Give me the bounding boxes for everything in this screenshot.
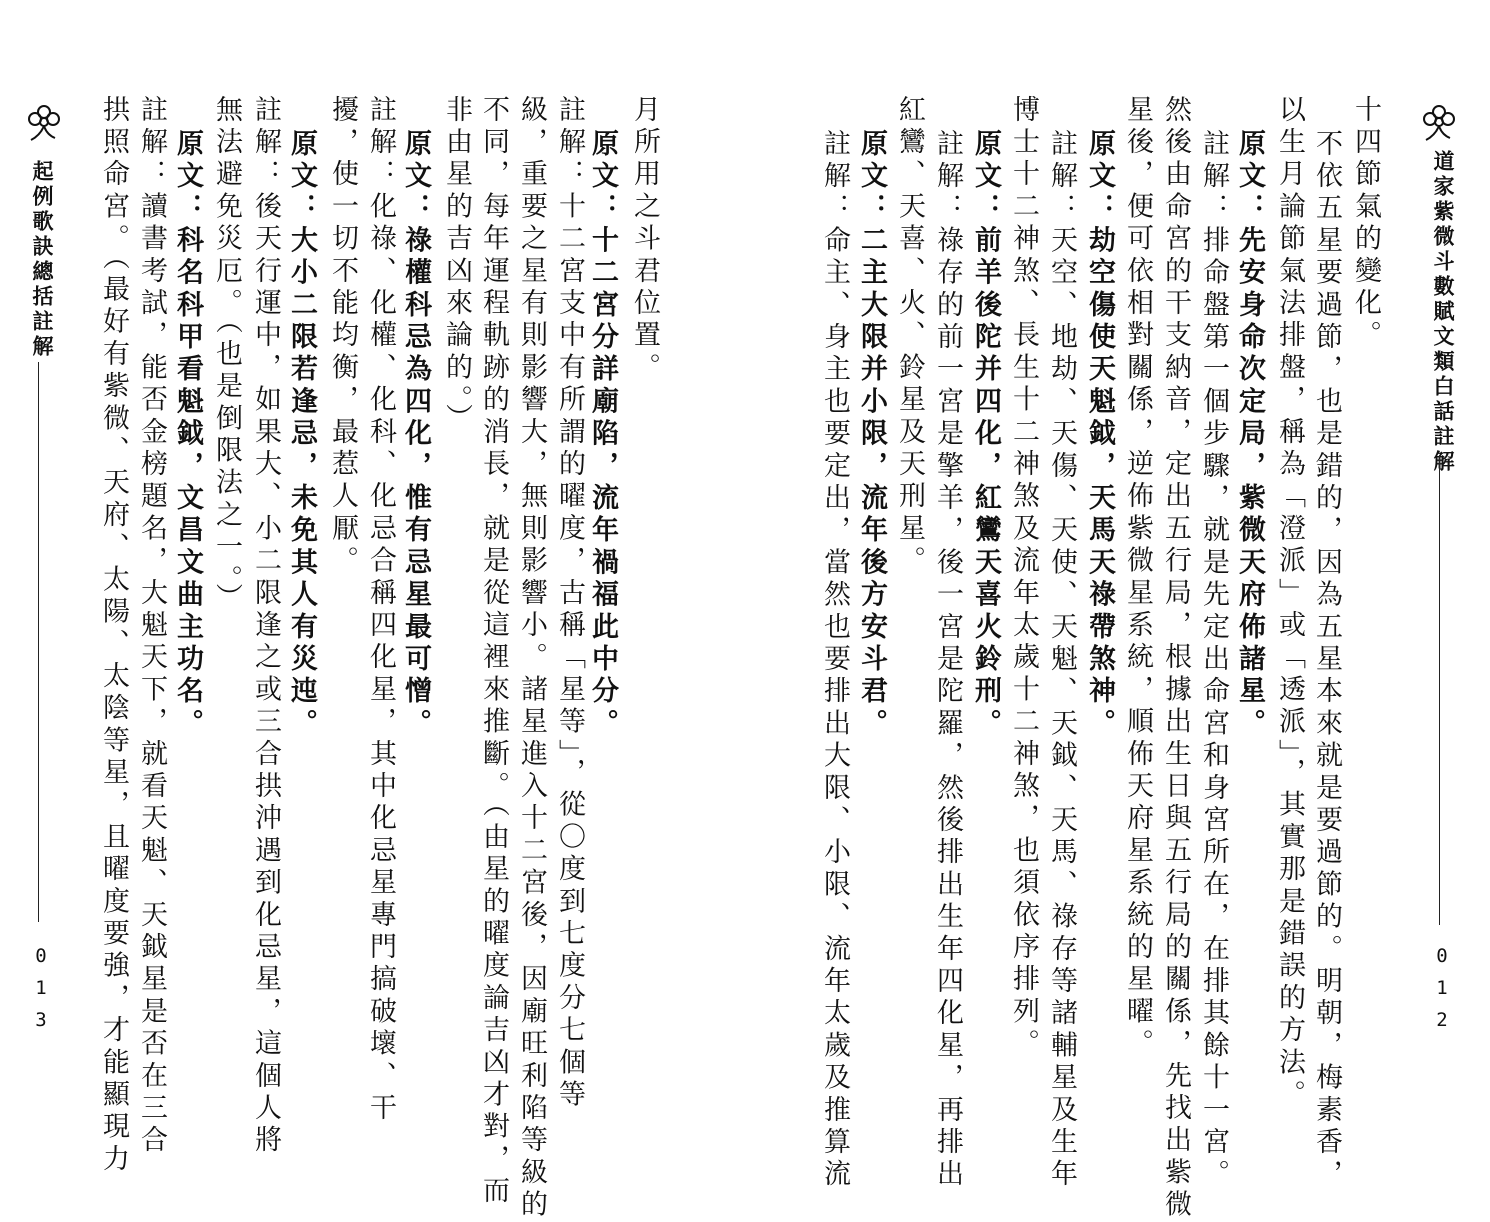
text-line: 原文：先安身命次定局，紫微天府佈諸星。 xyxy=(1234,129,1265,741)
text-line: 星後，便可依相對關係，逆佈紫微星系統，順佈天府星系統的星曜。 xyxy=(1122,95,1153,1061)
running-head: 道家紫微斗數賦文類白話註解 xyxy=(1431,150,1456,475)
text-line: 原文：劫空傷使天魁鉞，天馬天祿帶煞神。 xyxy=(1084,129,1115,741)
text-line: 紅鸞、天喜、火、鈴星及天刑星。 xyxy=(894,95,925,578)
text-line: 博士十二神煞、長生十二神煞及流年太歲十二神煞，也須依序排列。 xyxy=(1008,95,1039,1061)
text-line: 註解：讀書考試，能否金榜題名，大魁天下，就看天魁、天鉞星是否在三合 xyxy=(136,95,167,1158)
text-line: 註解：命主、身主也要定出，當然也要排出大限、小限、流年太歲及推算流 xyxy=(819,129,850,1192)
page-number: 012 xyxy=(1431,945,1453,1041)
text-line: 不同，每年運程軌跡的消長，就是從這裡來推斷。（由星的曜度論吉凶才對，而 xyxy=(478,95,509,1209)
text-line: 註解：排命盤第一個步驟，就是先定出命宮和身宮所在，在排其餘十一宮。 xyxy=(1198,129,1229,1192)
text-line: 十四節氣的變化。 xyxy=(1350,95,1381,353)
text-line: 無法避免災厄。（也是倒限法之一。） xyxy=(211,95,242,616)
flower-ornament-icon xyxy=(1419,100,1459,144)
text-line: 然後由命宮的干支納音，定出五行局，根據出生日與五行局的關係，先找出紫微 xyxy=(1160,95,1191,1222)
text-line: 原文：科名科甲看魁鉞，文昌文曲主功名。 xyxy=(172,129,203,741)
text-line: 擾，使一切不能均衡，最惹人厭。 xyxy=(327,95,358,578)
text-line: 原文：大小二限若逢忌，未免其人有災迍。 xyxy=(286,129,317,741)
text-line: 註解：十二宮支中有所謂的曜度，古稱「星等」，從〇度到七度分七個等 xyxy=(554,95,585,1112)
header-rule xyxy=(38,362,39,922)
flower-ornament-icon xyxy=(24,100,64,144)
text-line: 以生月論節氣法排盤，稱為「澄派」或「透派」，其實那是錯誤的方法。 xyxy=(1274,95,1305,1112)
text-line: 級，重要之星有則影響大，無則影響小。諸星進入十二宮後，因廟旺利陷等級的 xyxy=(516,95,547,1222)
text-line: 註解：後天行運中，如果大、小二限逢之或三合拱沖遇到化忌星，這個人將 xyxy=(250,95,281,1158)
text-line: 不依五星要過節，也是錯的，因為五星本來就是要過節的。明朝，梅素香， xyxy=(1311,129,1342,1192)
text-line: 註解：祿存的前一宮是擎羊，後一宮是陀羅，然後排出生年四化星，再排出 xyxy=(932,129,963,1192)
header-rule xyxy=(1439,455,1440,925)
text-line: 月所用之斗君位置。 xyxy=(629,95,660,385)
text-line: 拱照命宮。（最好有紫微、天府、太陽、太陰等星，且曜度要強，才能顯現力 xyxy=(98,95,129,1177)
text-line: 原文：前羊後陀并四化，紅鸞天喜火鈴刑。 xyxy=(970,129,1001,741)
running-head: 起例歌訣總括註解 xyxy=(30,160,55,360)
text-line: 註解：天空、地劫、天傷、天使、天魁、天鉞、天馬、祿存等諸輔星及生年 xyxy=(1046,129,1077,1192)
right-page xyxy=(745,0,1490,1222)
text-line: 非由星的吉凶來論的。） xyxy=(441,95,472,436)
page-number: 013 xyxy=(30,945,52,1041)
text-line: 原文：祿權科忌為四化，惟有忌星最可憎。 xyxy=(400,129,431,741)
text-line: 原文：二主大限并小限，流年後方安斗君。 xyxy=(856,129,887,741)
text-line: 原文：十二宮分詳廟陷，流年禍福此中分。 xyxy=(587,129,618,741)
text-line: 註解：化祿、化權、化科、化忌合稱四化星，其中化忌星專門搞破壞、干 xyxy=(365,95,396,1126)
